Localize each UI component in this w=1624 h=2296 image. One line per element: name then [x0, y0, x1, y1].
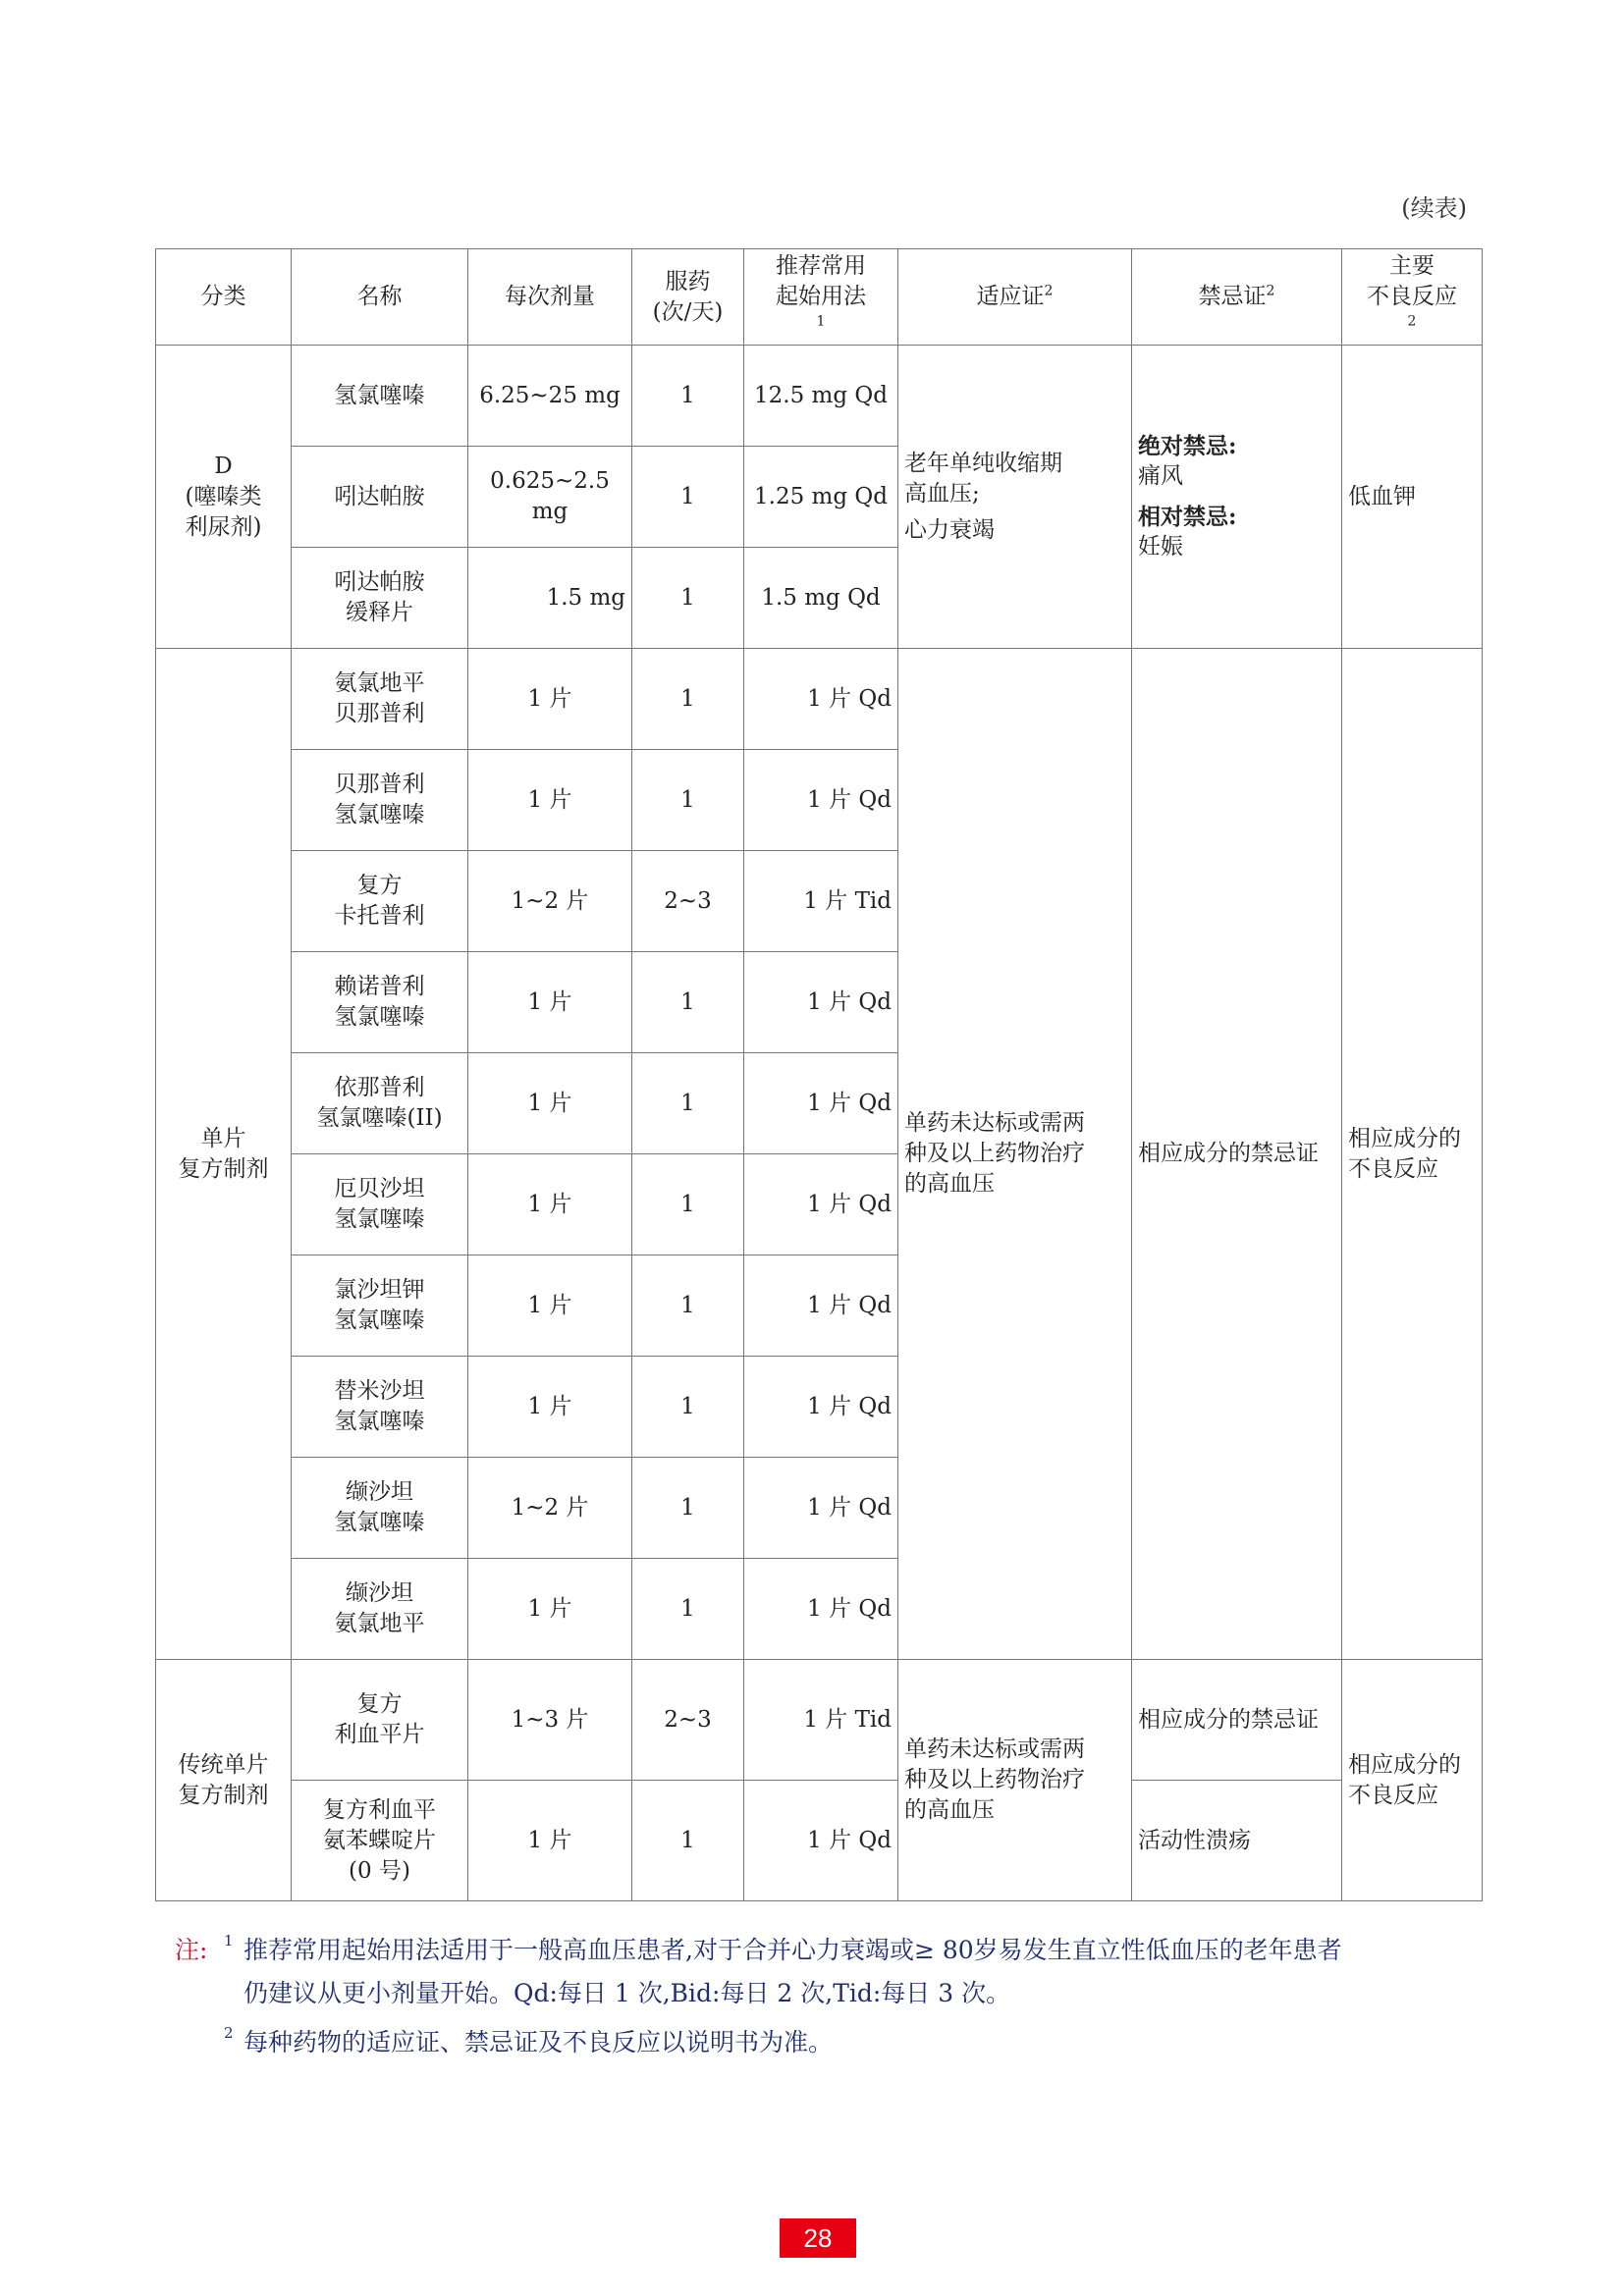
frequency-cell: 1	[632, 1781, 744, 1901]
dose-cell: 1 片	[468, 1053, 632, 1154]
table-row	[156, 1781, 1483, 1901]
footnote-1-marker: 1	[224, 1932, 234, 1949]
indication-cell: 单药未达标或需两 种及以上药物治疗 的高血压	[898, 1660, 1132, 1901]
dose-cell: 1 片	[468, 750, 632, 851]
drug-name: 吲达帕胺 缓释片	[292, 548, 468, 649]
adverse-reaction-cell: 相应成分的 不良反应	[1342, 649, 1483, 1660]
dose-cell: 1 片	[468, 1357, 632, 1458]
drug-name: 厄贝沙坦 氢氯噻嗪	[292, 1154, 468, 1255]
drug-name: 氢氯噻嗪	[292, 346, 468, 447]
drug-name: 氨氯地平 贝那普利	[292, 649, 468, 750]
footnote-2-marker: 2	[224, 2024, 234, 2042]
drug-name: 缬沙坦 氢氯噻嗪	[292, 1458, 468, 1559]
start-usage-cell: 1 片 Qd	[744, 1255, 898, 1357]
header-contraindication: 禁忌证$^2$	[1132, 249, 1342, 346]
start-usage-cell: 1 片 Tid	[744, 851, 898, 952]
drug-name: 贝那普利 氢氯噻嗪	[292, 750, 468, 851]
dose-cell: 1~3 片	[468, 1660, 632, 1781]
start-usage-cell: 1 片 Qd	[744, 750, 898, 851]
contraindication-cell: 绝对禁忌: 痛风 相对禁忌: 妊娠	[1132, 346, 1342, 649]
adverse-reaction-cell: 相应成分的 不良反应	[1342, 1660, 1483, 1901]
frequency-cell: 2~3	[632, 851, 744, 952]
table-row	[156, 346, 1483, 447]
dose-cell: 1 片	[468, 1559, 632, 1660]
start-usage-cell: 1 片 Qd	[744, 1559, 898, 1660]
header-dose: 每次剂量	[468, 249, 632, 346]
start-usage-cell: 1.25 mg Qd	[744, 447, 898, 548]
note-label: 注:	[175, 1936, 208, 1964]
frequency-cell: 1	[632, 447, 744, 548]
dose-cell: 1~2 片	[468, 1458, 632, 1559]
drug-name: 复方利血平 氨苯蝶啶片 (0 号)	[292, 1781, 468, 1901]
drug-name: 缬沙坦 氨氯地平	[292, 1559, 468, 1660]
category-cell: 单片 复方制剂	[156, 649, 292, 1660]
frequency-cell: 1	[632, 548, 744, 649]
header-category: 分类	[156, 249, 292, 346]
header-indication: 适应证$^2$	[898, 249, 1132, 346]
start-usage-cell: 1 片 Qd	[744, 1458, 898, 1559]
frequency-cell: 1	[632, 649, 744, 750]
drug-name: 依那普利 氢氯噻嗪(II)	[292, 1053, 468, 1154]
frequency-cell: 1	[632, 1154, 744, 1255]
dose-cell: 1 片	[468, 649, 632, 750]
dose-cell: 1 片	[468, 1781, 632, 1901]
drug-name: 吲达帕胺	[292, 447, 468, 548]
header-frequency: 服药 (次/天)	[632, 249, 744, 346]
page-number-badge: 28	[780, 2218, 856, 2258]
dose-cell: 1 片	[468, 952, 632, 1053]
dose-cell: 1 片	[468, 1255, 632, 1357]
header-name: 名称	[292, 249, 468, 346]
contraindication-cell: 活动性溃疡	[1132, 1781, 1342, 1901]
start-usage-cell: 1 片 Qd	[744, 1781, 898, 1901]
footnote-1	[175, 1929, 1490, 1972]
start-usage-cell: 1 片 Qd	[744, 952, 898, 1053]
drug-name: 复方 利血平片	[292, 1660, 468, 1781]
footnote-2-text: 每种药物的适应证、禁忌证及不良反应以说明书为准。	[244, 2028, 834, 2056]
contraindication-cell: 相应成分的禁忌证	[1132, 1660, 1342, 1781]
category-cell: D (噻嗪类 利尿剂)	[156, 346, 292, 649]
drug-name: 替米沙坦 氢氯噻嗪	[292, 1357, 468, 1458]
dose-cell: 0.625~2.5 mg	[468, 447, 632, 548]
footnote-1-text-line1: 推荐常用起始用法适用于一般高血压患者,对于合并心力衰竭或≥ 80岁易发生直立性低血压的老年患者	[244, 1936, 1342, 1964]
dose-cell: 1.5 mg	[468, 548, 632, 649]
header-start-usage: 推荐常用 起始用法 $^1$	[744, 249, 898, 346]
frequency-cell: 1	[632, 346, 744, 447]
frequency-cell: 1	[632, 1559, 744, 1660]
start-usage-cell: 1.5 mg Qd	[744, 548, 898, 649]
frequency-cell: 2~3	[632, 1660, 744, 1781]
indication-cell: 老年单纯收缩期 高血压; 心力衰竭	[898, 346, 1132, 649]
frequency-cell: 1	[632, 750, 744, 851]
indication-cell: 单药未达标或需两 种及以上药物治疗 的高血压	[898, 649, 1132, 1660]
frequency-cell: 1	[632, 1357, 744, 1458]
header-adverse-reaction: 主要 不良反应 $^2$	[1342, 249, 1483, 346]
footnotes	[175, 1929, 1490, 2064]
dose-cell: 1~2 片	[468, 851, 632, 952]
start-usage-cell: 1 片 Qd	[744, 1154, 898, 1255]
drug-table	[155, 248, 1483, 1901]
adverse-reaction-cell: 低血钾	[1342, 346, 1483, 649]
start-usage-cell: 1 片 Qd	[744, 649, 898, 750]
dose-cell: 6.25~25 mg	[468, 346, 632, 447]
footnote-1-text-line2: 仍建议从更小剂量开始。Qd:每日 1 次,Bid:每日 2 次,Tid:每日 3 次。	[244, 1979, 1011, 2007]
start-usage-cell: 1 片 Qd	[744, 1053, 898, 1154]
start-usage-cell: 1 片 Qd	[744, 1357, 898, 1458]
contraindication-cell: 相应成分的禁忌证	[1132, 649, 1342, 1660]
drug-name: 复方 卡托普利	[292, 851, 468, 952]
frequency-cell: 1	[632, 1458, 744, 1559]
frequency-cell: 1	[632, 1053, 744, 1154]
dose-cell: 1 片	[468, 1154, 632, 1255]
continued-label: (续表)	[1401, 194, 1467, 222]
category-cell: 传统单片 复方制剂	[156, 1660, 292, 1901]
frequency-cell: 1	[632, 952, 744, 1053]
drug-name: 氯沙坦钾 氢氯噻嗪	[292, 1255, 468, 1357]
frequency-cell: 1	[632, 1255, 744, 1357]
table-header-row	[156, 249, 1483, 346]
start-usage-cell: 12.5 mg Qd	[744, 346, 898, 447]
table-row	[156, 649, 1483, 750]
start-usage-cell: 1 片 Tid	[744, 1660, 898, 1781]
table-row	[156, 1660, 1483, 1781]
footnote-1-continued	[175, 1972, 1490, 2015]
footnote-2	[175, 2021, 1490, 2064]
drug-name: 赖诺普利 氢氯噻嗪	[292, 952, 468, 1053]
